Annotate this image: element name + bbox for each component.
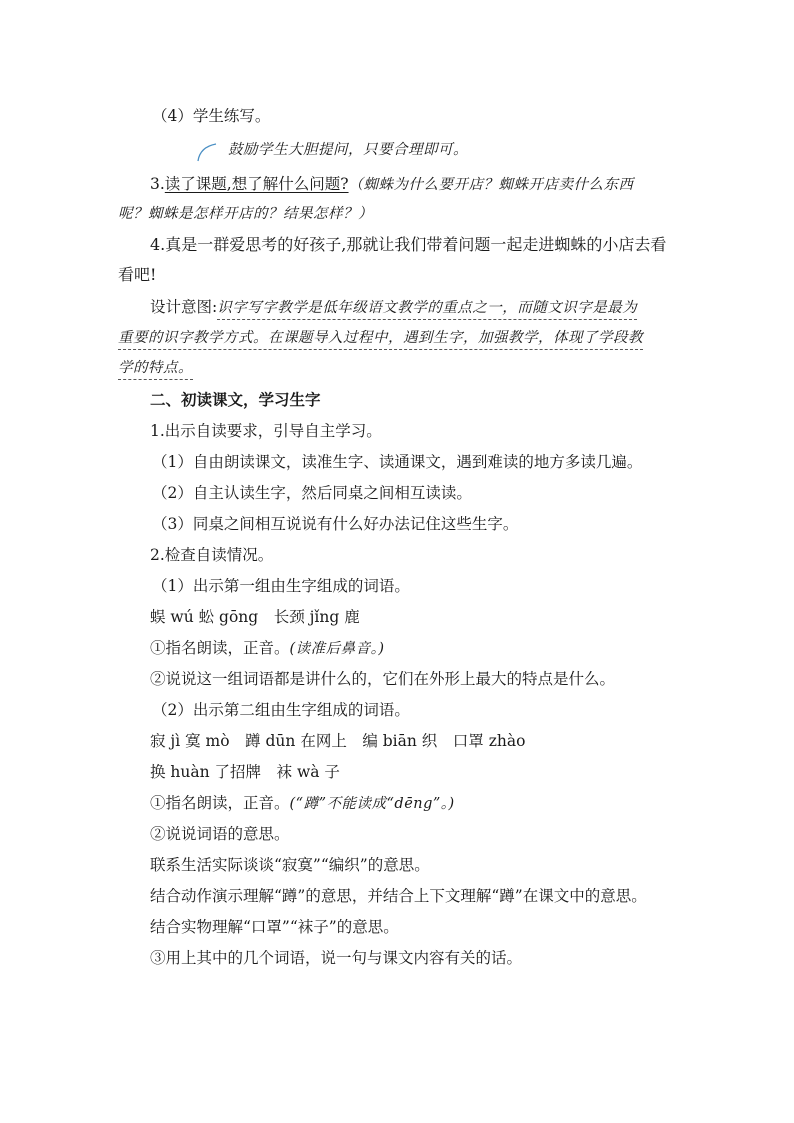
step-3-number: 3. [150, 175, 165, 193]
word-group-1-step-a-note: (读准后鼻音。) [289, 641, 385, 657]
word-group-2-step-a-note: (“蹲”不能读成“dēng”。) [289, 796, 455, 812]
design-intent-line-3 [118, 357, 193, 379]
design-intent-line-2 [118, 327, 643, 349]
item-2-sub-1: （1）出示第一组由生字组成的词语。 [152, 577, 410, 595]
word-group-2-step-a-text: ①指名朗读，正音。 [150, 794, 290, 812]
item-1-sub-2: （2）自主认读生字，然后同桌之间相互读读。 [152, 484, 472, 502]
section-2-heading: 二、初读课文，学习生字 [150, 390, 321, 409]
word-group-1-step-a-text: ①指名朗读，正音。 [150, 639, 290, 657]
design-intent-line-1 [150, 296, 637, 319]
margin-note: 鼓励学生大胆提问，只要合理即可。 [228, 142, 468, 158]
step-4-encourage-continued: 看吧! [118, 265, 157, 284]
word-group-1-step-a [150, 637, 385, 660]
item-1-self-reading: 1.出示自读要求，引导自主学习。 [150, 422, 382, 440]
word-group-2-line-1: 寂 jì 寞 mò 蹲 dūn 在网上 编 biān 织 口罩 zhào [150, 732, 526, 750]
word-group-2-step-a [150, 792, 455, 815]
word-group-1: 蜈 wú 蚣 gōng 长颈 jǐng 鹿 [150, 608, 360, 626]
design-intent-text-1: 识字写字教学是低年级语文教学的重点之一，而随文识字是最为 [217, 300, 637, 320]
explain-3: 结合实物理解“口罩”“袜子”的意思。 [150, 918, 399, 936]
design-intent-label: 设计意图: [150, 298, 218, 316]
step-3-hint-continued: 呢？蜘蛛是怎样开店的？结果怎样？） [118, 206, 373, 222]
item-2-sub-2: （2）出示第二组由生字组成的词语。 [152, 701, 410, 719]
item-1-sub-1: （1）自由朗读课文，读准生字、读通课文，遇到难读的地方多读几遍。 [152, 453, 643, 471]
word-group-1-step-b: ②说说这一组词语都是讲什么的，它们在外形上最大的特点是什么。 [150, 670, 616, 688]
item-1-sub-3: （3）同桌之间相互说说有什么好办法记住这些生字。 [152, 515, 519, 533]
explain-2: 结合动作演示理解“蹲”的意思，并结合上下文理解“蹲”在课文中的意思。 [150, 887, 647, 905]
step-3-hint: （蜘蛛为什么要开店？蜘蛛开店卖什么东西 [348, 177, 634, 193]
callout-connector [196, 141, 218, 163]
design-intent-text-3: 学的特点。 [118, 360, 193, 380]
step-3-question-underlined: 读了课题,想了解什么问题? [164, 175, 349, 193]
word-group-2-line-2: 换 huàn 了招牌 袜 wà 子 [150, 763, 340, 781]
step-4-practice-writing: （4）学生练写。 [152, 107, 271, 125]
item-2-check: 2.检查自读情况。 [150, 546, 274, 564]
explain-4: ③用上其中的几个词语，说一句与课文内容有关的话。 [150, 949, 523, 967]
design-intent-text-2: 重要的识字教学方式。在课题导入过程中，遇到生字，加强教学，体现了学段教 [118, 330, 643, 350]
word-group-2-step-b: ②说说词语的意思。 [150, 825, 290, 843]
step-3-question [150, 173, 634, 196]
step-4-encourage: 4.真是一群爱思考的好孩子,那就让我们带着问题一起走进蜘蛛的小店去看 [150, 235, 667, 254]
explain-1: 联系生活实际谈谈“寂寞”“编织”的意思。 [150, 856, 430, 874]
